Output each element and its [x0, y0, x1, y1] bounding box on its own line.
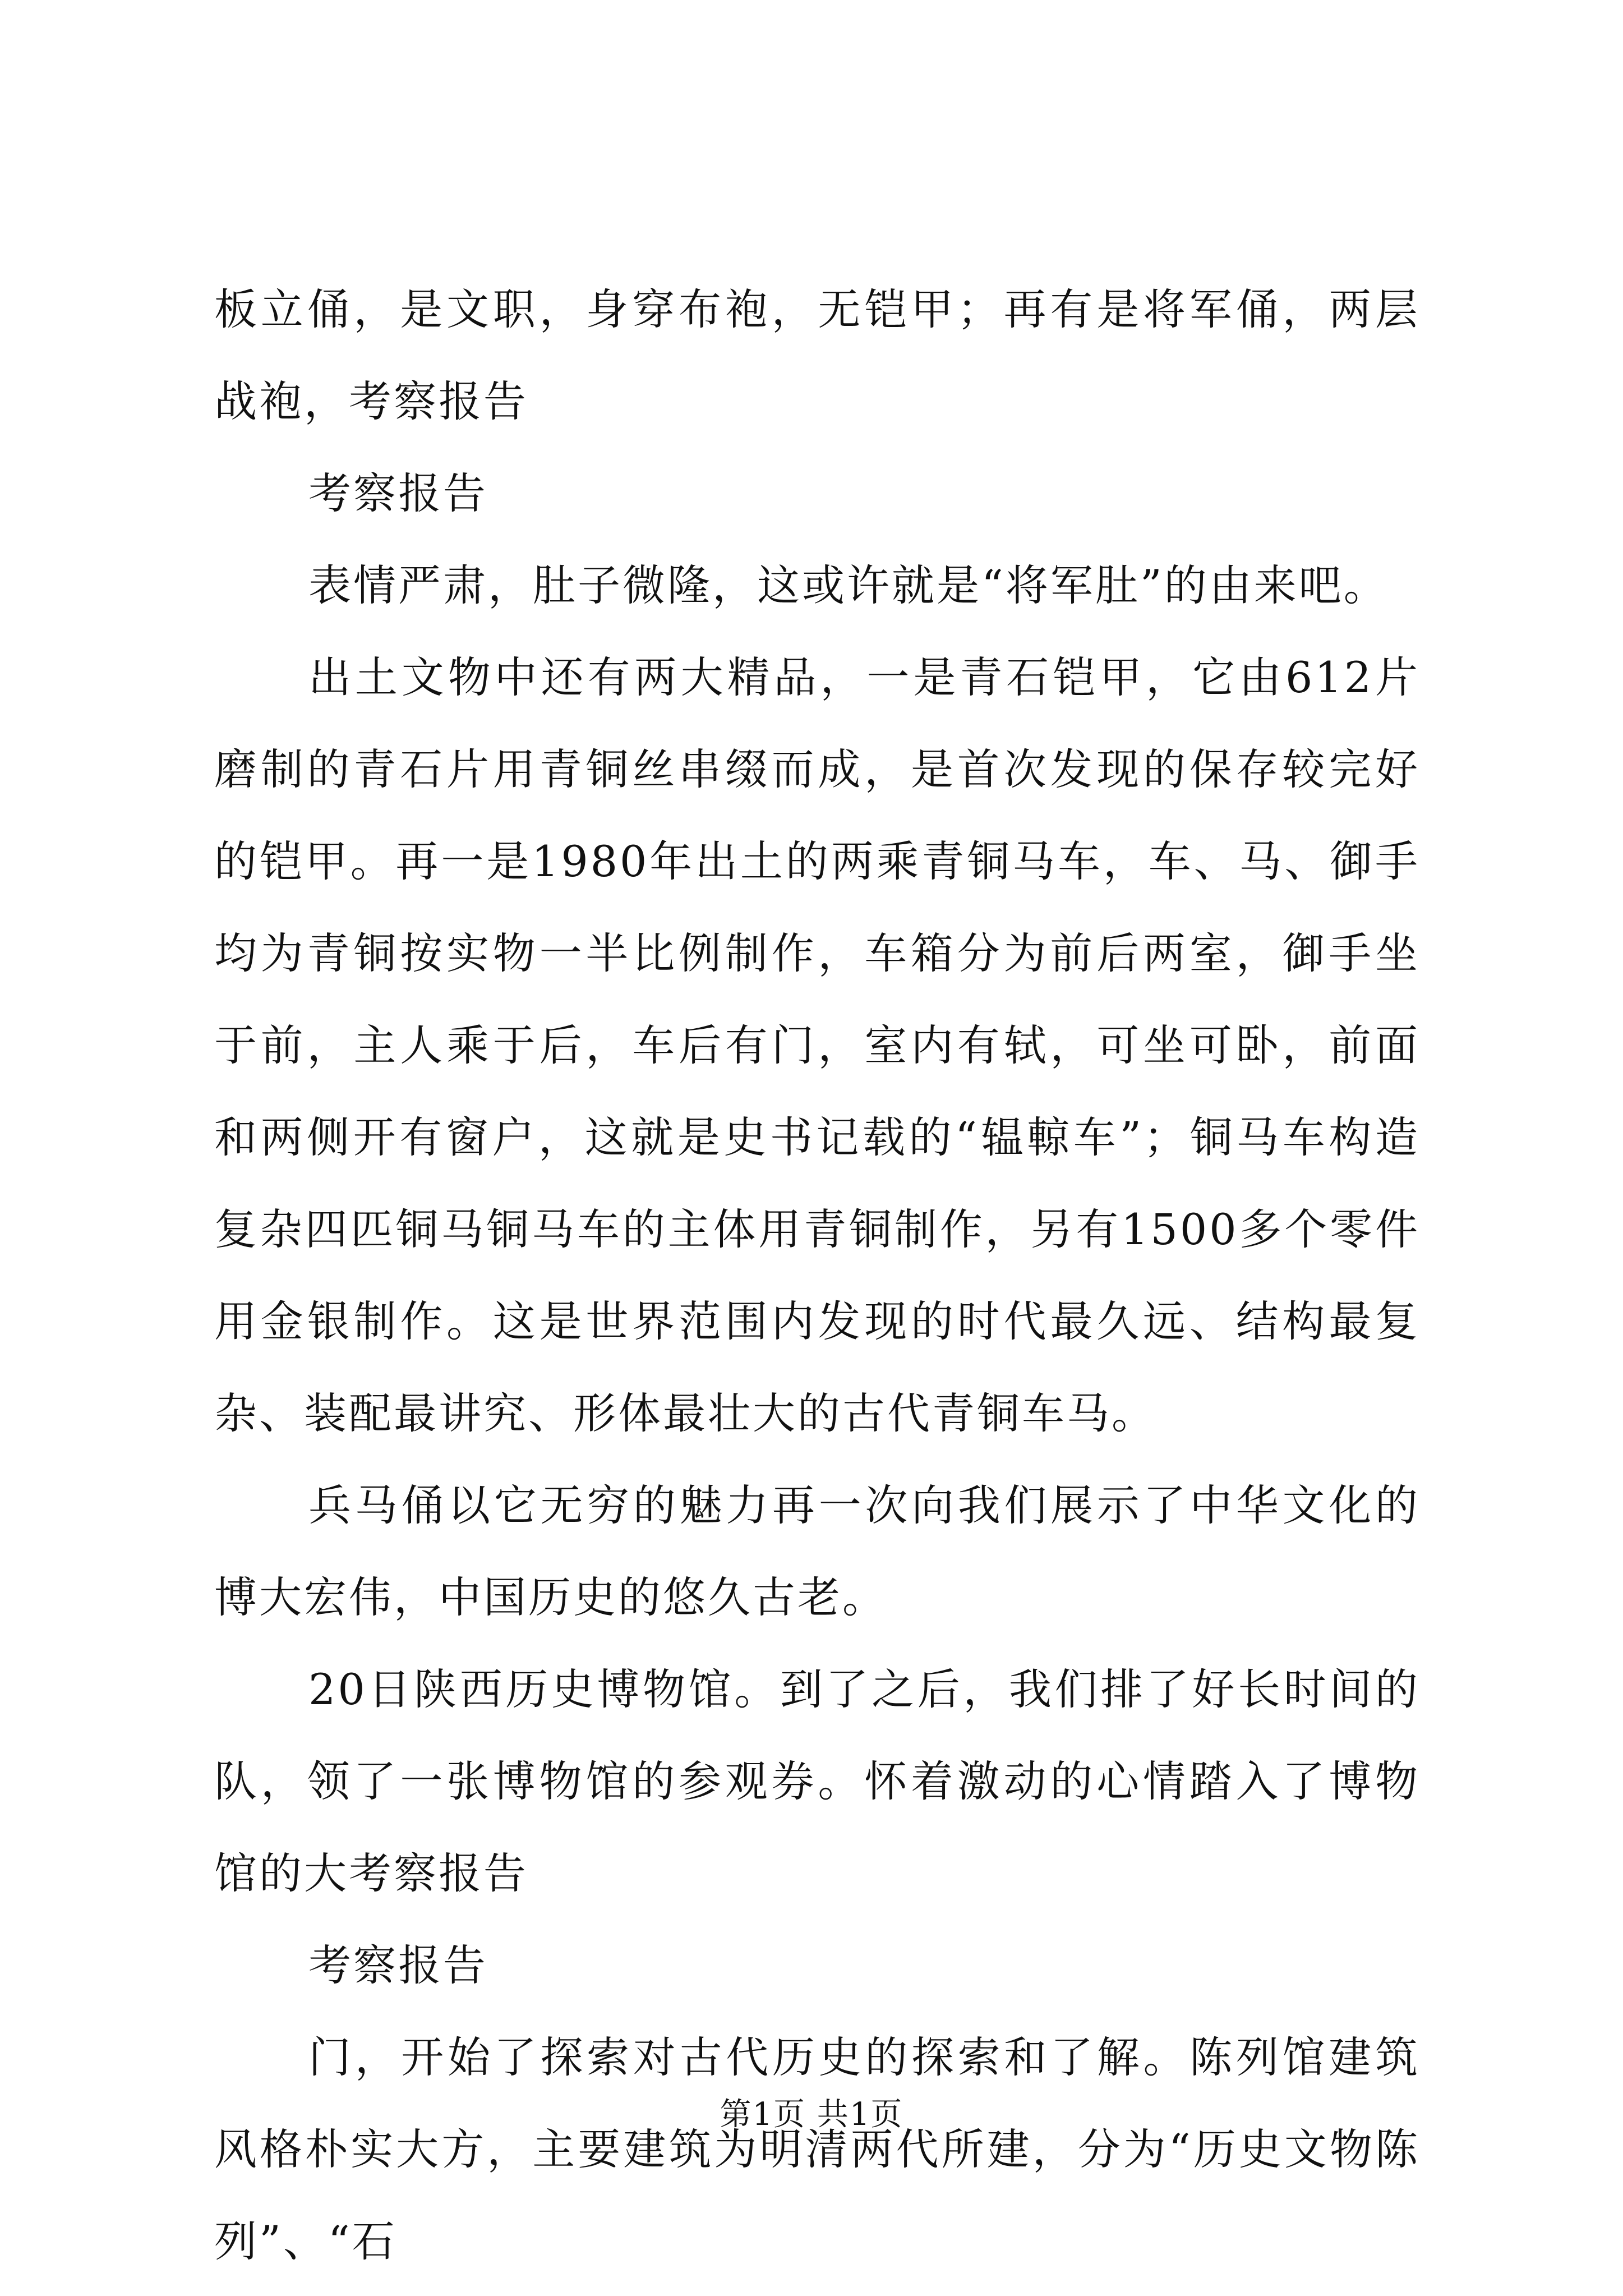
paragraph-1: 板立俑，是文职，身穿布袍，无铠甲；再有是将军俑，两层战袍，考察报告 — [214, 284, 1420, 426]
paragraph-2: 考察报告 — [308, 468, 488, 518]
page-footer: 第1页 共1页 — [720, 2096, 903, 2133]
paragraph-3: 表情严肃，肚子微隆，这或许就是“将军肚”的由来吧。 — [308, 560, 1389, 610]
paragraph-4: 出土文物中还有两大精品，一是青石铠甲，它由612片磨制的青石片用青铜丝串缀而成，是首次发现的保存较完好的铠甲。再一是1980年出土的两乘青铜马车，车、马、御手均为青铜按实物一半比例制作，车箱分为前后两室，御手坐于前，主人乘于后，车后有门，室内有轼，可坐可卧，前面和两侧开有窗户，这就是史书记载的“辒輬车”；铜马车构造复杂四匹铜马铜马车的主体用青铜制作，另有1500多个零件用金银制作。这是世界范围内发现的时代最久远、结构最复杂、装配最讲究、形体最壮大的古代青铜车马。 — [214, 652, 1420, 1438]
paragraph-5: 兵马俑以它无穷的魅力再一次向我们展示了中华文化的博大宏伟，中国历史的悠久古老。 — [214, 1480, 1420, 1622]
paragraph-7: 考察报告 — [308, 1940, 488, 1990]
paragraph-6: 20日陕西历史博物馆。到了之后，我们排了好长时间的队，领了一张博物馆的参观券。怀着激动的心情踏入了博物馆的大考察报告 — [214, 1664, 1420, 1898]
document-body — [214, 264, 1420, 2288]
paragraph-8: 门，开始了探索对古代历史的探索和了解。陈列馆建筑风格朴实大方，主要建筑为明清两代所建，分为“历史文物陈列”、“石 — [214, 2032, 1420, 2266]
